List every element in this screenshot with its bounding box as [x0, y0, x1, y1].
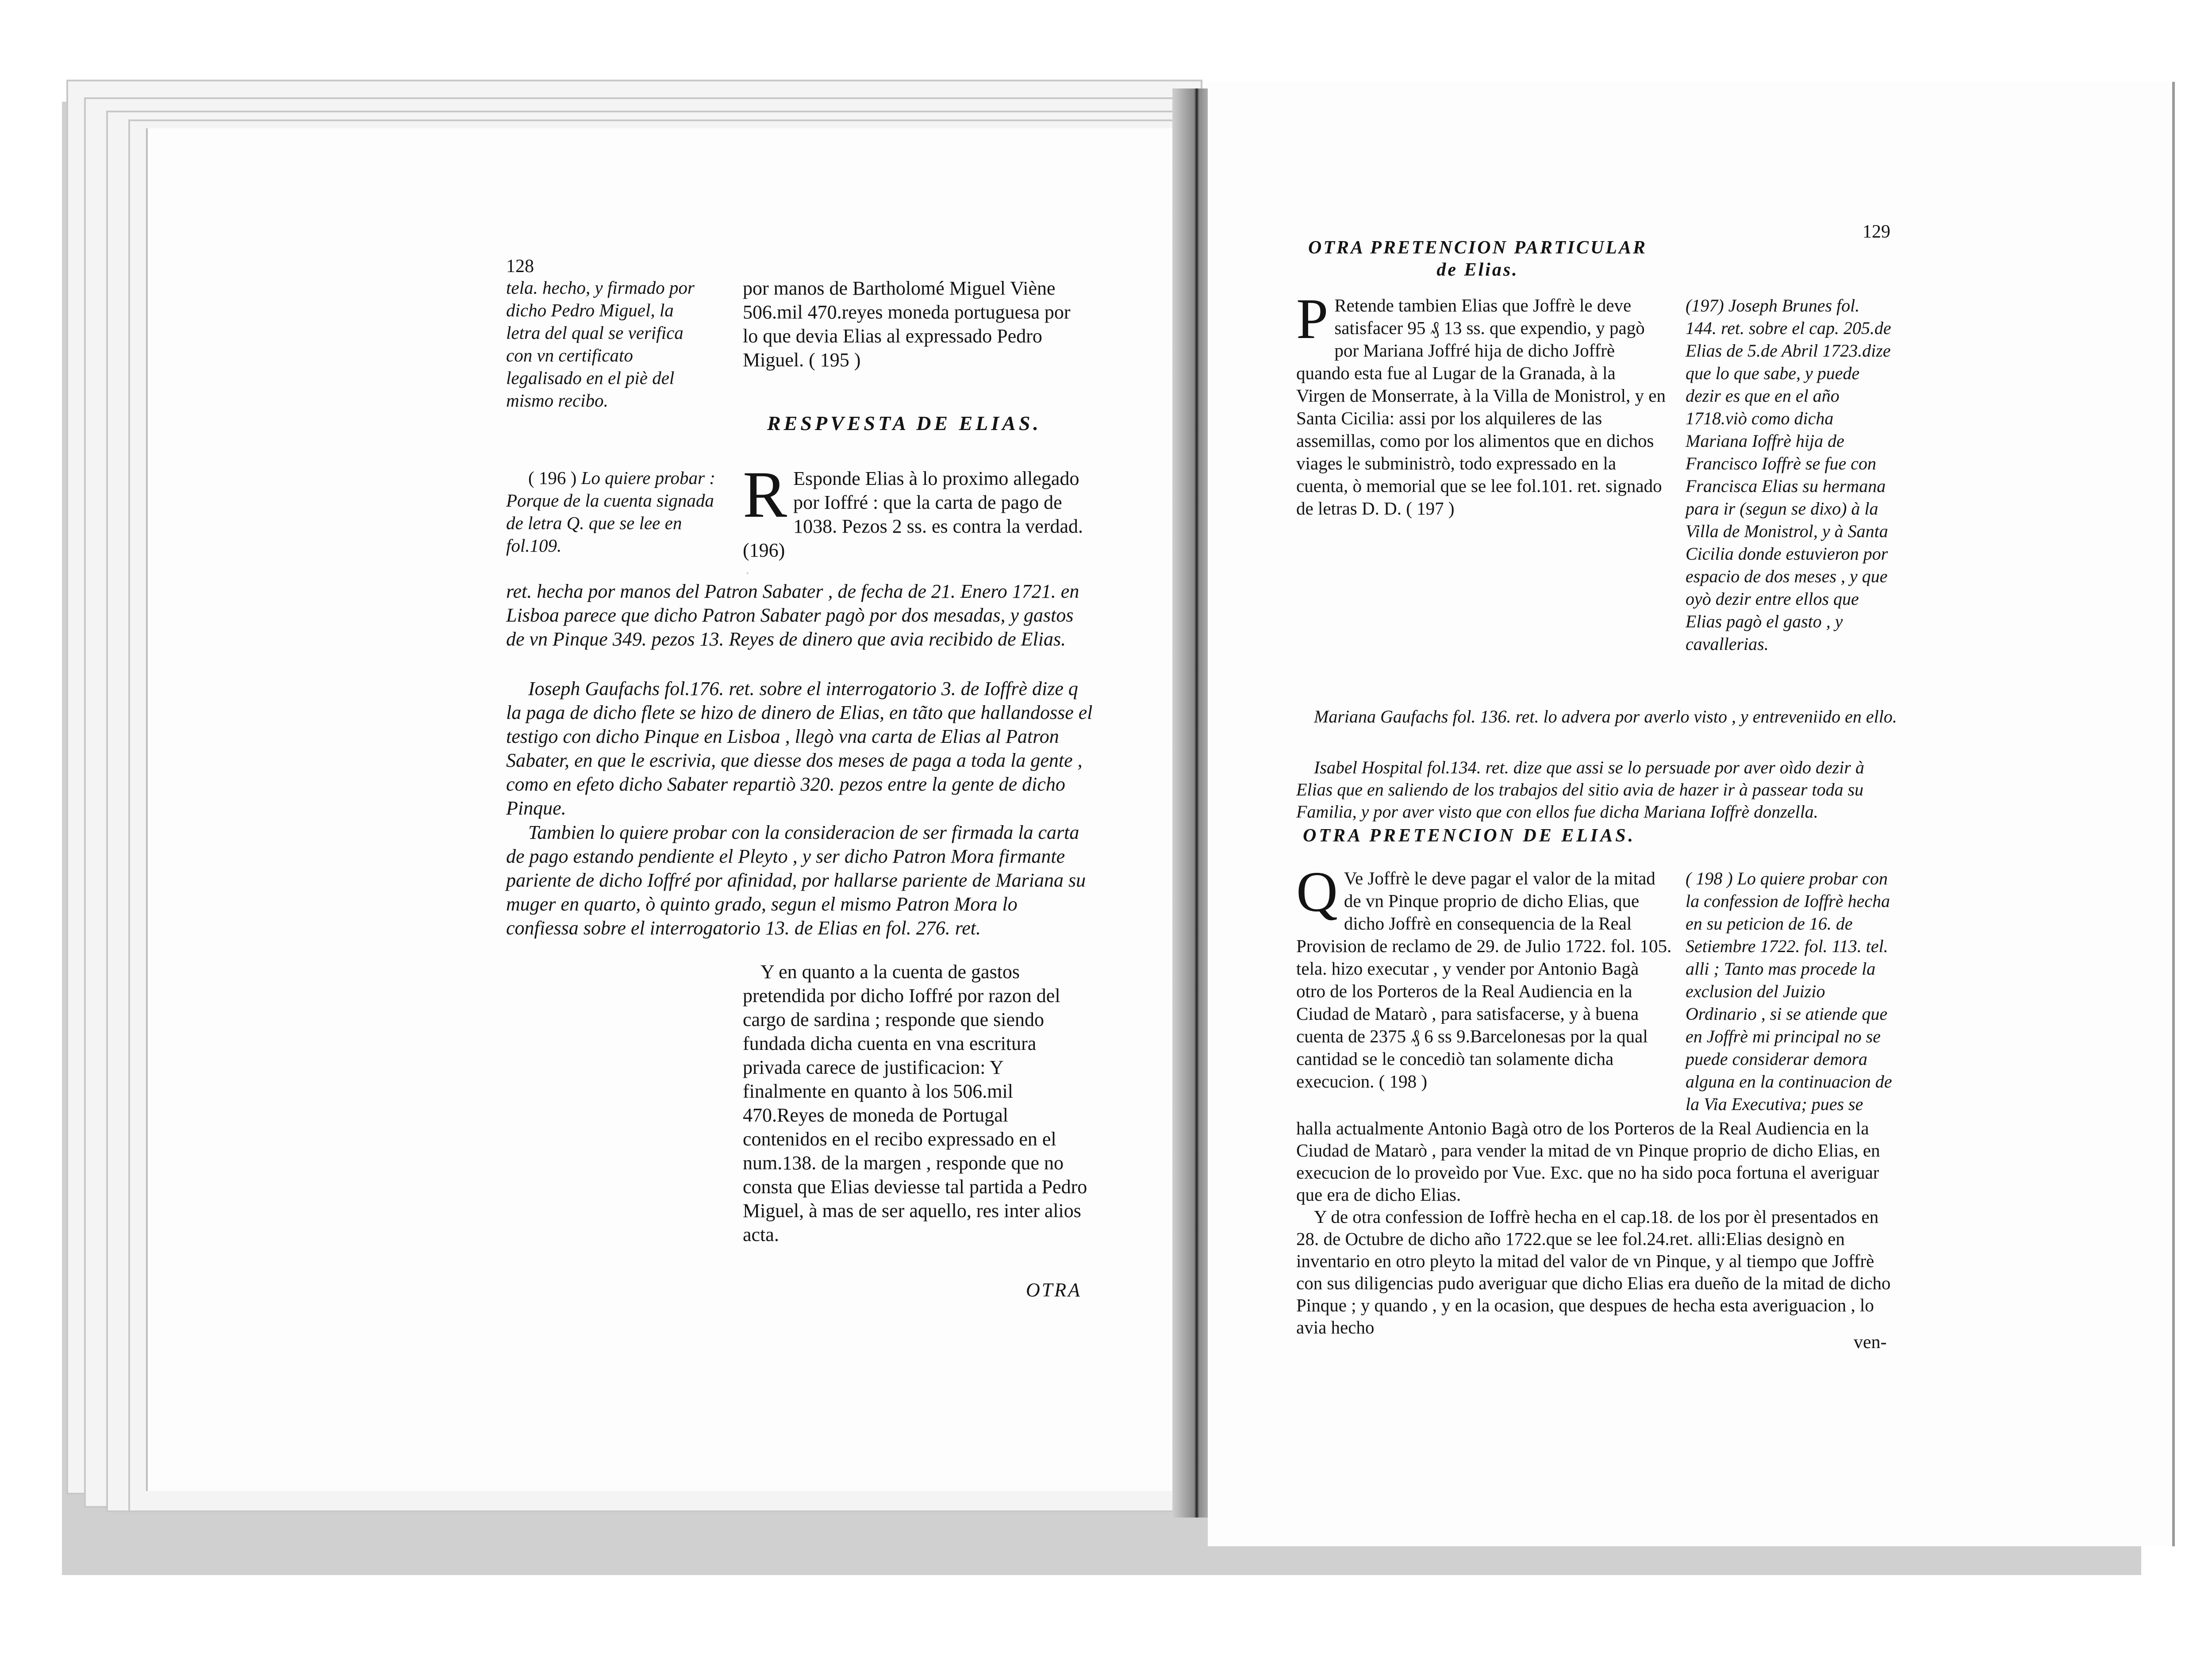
- heading-respuesta: RESPVESTA DE ELIAS.: [767, 412, 1042, 434]
- dropcap-r: R: [743, 458, 787, 531]
- paragraph-mitad-pinque-continued: halla actualmente Antonio Bagà otro de los Porteros de la Real Audiencia en la Ciudad de Matarò , para vender la mitad de vn Pinque proprio de dicho Elias, en execucion de lo proveìdo por Vue. Exc. que no ha sido poca fortuna el averiguar que era de dicho Elias.: [1296, 1118, 1880, 1205]
- sidenote-196: [506, 467, 718, 557]
- sidenote-197: (197) Joseph Brunes fol. 144. ret. sobre el cap. 205.de Elias de 5.de Abril 1723.dize que lo que sabe, y puede dezir es que en el año 1718.viò como dicha Mariana Ioffrè hija de Francisco Ioffrè se fue con Francisca Elias su hermana para ir (segun se dixo) à la Villa de Monistrol, y à Santa Cicilia donde estuvieron por espacio de dos meses , y que oyò dezir entre ellos que Elias pagò el gasto , y cavallerias.: [1686, 296, 1891, 654]
- catchword-left: OTRA: [1026, 1279, 1082, 1301]
- paragraph-otra-confession: Y de otra confession de Ioffrè hecha en el cap.18. de los por èl presentados en 28. de Octubre de dicho año 1722.que se lee fol.24.ret. alli:Elias designò en inventario en otro pleyto la mitad del valor de vn Pinque, y al tiempo que Joffrè con sus diligencias pudo averiguar que dicho Elias era dueño de la mitad de dicho Pinque ; y quando , y en la ocasion, que despues de hecha esta averiguacion , lo avia hecho: [1296, 1206, 1891, 1337]
- paragraph-full-3: Tambien lo quiere probar con la consideracion de ser firmada la carta de pago estando pendiente el Pleyto , y ser dicho Patron Mora firmante pariente de dicho Ioffré por afinidad, por hallarse pariente de Mariana su muger en quarto, ò quinto grado, segun el mismo Patron Mora lo confiessa sobre el interrogatorio 13. de Elias en fol. 276. ret.: [506, 822, 1086, 939]
- paragraph-full-1: ret. hecha por manos del Patron Sabater , de fecha de 21. Enero 1721. en Lisboa parece que dicho Patron Sabater pagò por dos mesadas, y gastos de vn Pinque 349. pezos 13. Reyes de dinero que avia recibido de Elias.: [506, 580, 1079, 650]
- page-number: 129: [1863, 222, 1890, 242]
- respuesta-text: Esponde Elias à lo proximo allegado por Ioffré : que la carta de pago de 1038. Pezos 2 ss. es contra la verdad. (196): [743, 468, 1083, 561]
- right-page: [1208, 82, 2175, 1546]
- paragraph-full-2: Ioseph Gaufachs fol.176. ret. sobre el interrogatorio 3. de Ioffrè dize q la paga de dicho flete se hizo de dinero de Elias, en tãto que hallandosse el testigo con dicho Pinque en Lisboa , llegò vna carta de Elias al Patron Sabater, en que le escrivia, que diesse dos meses de paga a toda la gente , como en efeto dicho Sabater repartiò 320. pezos entre la gente de dicho Pinque.: [506, 678, 1093, 819]
- paragraph-pretende: [1296, 287, 1668, 520]
- page-number: 128: [506, 256, 534, 277]
- dropcap-q: Q: [1296, 860, 1338, 924]
- paragraph-pretende-text: Retende tambien Elias que Joffrè le deve satisfacer 95 ₰ 13 ss. que expendio, y pagò por Mariana Joffré hija de dicho Joffrè quando esta fue al Lugar de la Granada, à la Virgen de Monserrate, à la Villa de Monistrol, y en Santa Cicilia: assi por los alquileres de las assemillas, como por los alimentos que en dichos viages le subministrò, todo expressado en la cuenta, ò memorial que se lee fol.101. ret. signado de letras D. D. ( 197 ): [1296, 295, 1666, 519]
- paragraph-bottom: Y en quanto a la cuenta de gastos pretendida por dicho Ioffré por razon del cargo de sardina ; responde que siendo fundada dicha cuenta en vna escritura privada carece de justificacion: Y finalmente en quanto à los 506.mil 470.Reyes de moneda de Portugal contenidos en el recibo expressado en el num.138. de la margen , responde que no consta que Elias deviesse tal partida a Pedro Miguel, à mas de ser aquello, res inter alios acta.: [743, 961, 1087, 1245]
- sidenote-198: ( 198 ) Lo quiere probar con la confession de Ioffrè hecha en su peticion de 16. de Setiembre 1722. fol. 113. tel. alli ; Tanto mas procede la exclusion del Juizio Ordinario , si se atiende que en Joffrè mi principal no se puede considerar demora alguna en la continuacion de la Via Executiva; pues se: [1686, 868, 1892, 1114]
- paragraph-mitad-pinque: [1296, 860, 1672, 1093]
- respuesta-paragraph: [743, 458, 1088, 562]
- testimony-gaufachs: Mariana Gaufachs fol. 136. ret. lo advera por averlo visto , y entreveniido en ello.: [1314, 707, 1897, 726]
- sidenote-196-text: Lo quiere probar : Porque de la cuenta signada de letra Q. que se lee en fol.109.: [506, 468, 715, 556]
- heading-otra-pretencion: OTRA PRETENCION DE ELIAS.: [1303, 826, 1636, 846]
- sidenote-a: tela. hecho, y firmado por dicho Pedro Miguel, la letra del qual se verifica con vn certificato legalisado en el piè del mismo recibo.: [506, 277, 695, 411]
- left-page: [146, 128, 1192, 1491]
- sidenote-196-marker: ( 196 ): [528, 468, 577, 488]
- heading-pretencion-particular: OTRA PRETENCION PARTICULAR de Elias.: [1308, 238, 1647, 280]
- bleed-through-text: ·: [745, 563, 749, 583]
- paragraph-top: por manos de Bartholomé Miguel Viène 506.mil 470.reyes moneda portuguesa por lo que devia Elias al expressado Pedro Miguel. ( 195 ): [743, 277, 1071, 371]
- testimony-hospital: Isabel Hospital fol.134. ret. dize que assi se lo persuade por aver oìdo dezir à Elias que en saliendo de los trabajos del sitio avia de hazer ir à passear toda su Familia, y por aver visto que con ellos fue dicha Mariana Ioffrè donzella.: [1296, 757, 1864, 822]
- catchword-right: ven-: [1854, 1332, 1887, 1352]
- dropcap-p: P: [1296, 287, 1329, 351]
- paragraph-mitad-pinque-text: Ve Joffrè le deve pagar el valor de la mitad de vn Pinque proprio de dicho Elias, que dicho Joffrè en consequencia de la Real Provision de reclamo de 29. de Julio 1722. fol. 105. tela. hizo executar , y vender por Antonio Bagà otro de los Porteros de la Real Audiencia en la Ciudad de Matarò , para satisfacerse, y à buena cuenta de 2375 ₰ 6 ss 9.Barcelonesas por la qual cantidad se le concediò tan solamente dicha execucion. ( 198 ): [1296, 868, 1672, 1091]
